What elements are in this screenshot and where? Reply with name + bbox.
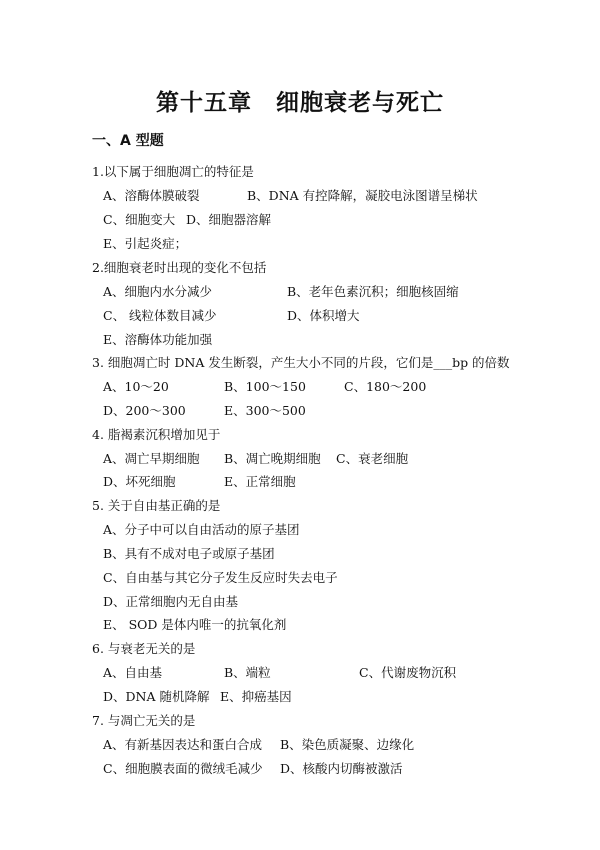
option: A、分子中可以自由活动的原子基团	[103, 522, 300, 537]
option: B、端粒	[224, 665, 271, 680]
option: E、 SOD 是体内唯一的抗氧化剂	[103, 617, 287, 632]
section-heading: 一、A 型题	[92, 133, 164, 149]
option: B、老年色素沉积；细胞核固缩	[287, 284, 459, 299]
option: D、DNA 随机降解	[103, 689, 210, 704]
question-stem: 3. 细胞凋亡时 DNA 发生断裂，产生大小不同的片段，它们是___bp 的倍数	[92, 355, 510, 370]
option: D、体积增大	[287, 308, 360, 323]
option: D、200～300	[103, 403, 186, 418]
option: B、凋亡晚期细胞	[224, 451, 321, 466]
option: D、细胞器溶解	[186, 212, 272, 227]
option: A、10～20	[103, 379, 169, 394]
option: A、细胞内水分减少	[103, 284, 213, 299]
option: C、180～200	[344, 379, 427, 394]
option: C、代谢废物沉积	[359, 665, 457, 680]
option: C、细胞变大	[103, 212, 176, 227]
question-stem: 2.细胞衰老时出现的变化不包括	[92, 260, 267, 275]
option: D、坏死细胞	[103, 474, 176, 489]
question-stem: 1.以下属于细胞凋亡的特征是	[92, 164, 254, 179]
question-stem: 7. 与凋亡无关的是	[92, 713, 196, 728]
question-stem: 6. 与衰老无关的是	[92, 641, 196, 656]
option: B、DNA 有控降解，凝胶电泳图谱呈梯状	[247, 188, 478, 203]
option: C、 线粒体数目减少	[103, 308, 217, 323]
option: A、自由基	[103, 665, 163, 680]
option: A、有新基因表达和蛋白合成	[103, 737, 263, 752]
option: E、溶酶体功能加强	[103, 332, 213, 347]
option: B、100～150	[224, 379, 306, 394]
question-stem: 5. 关于自由基正确的是	[92, 498, 221, 513]
option: C、衰老细胞	[336, 451, 409, 466]
option: E、正常细胞	[224, 474, 296, 489]
option: B、具有不成对电子或原子基团	[103, 546, 275, 561]
question-stem: 4. 脂褐素沉积增加见于	[92, 427, 221, 442]
option: A、溶酶体膜破裂	[103, 188, 200, 203]
chapter-title: 第十五章 细胞衰老与死亡	[156, 90, 444, 116]
option: A、凋亡早期细胞	[103, 451, 200, 466]
option: D、正常细胞内无自由基	[103, 594, 239, 609]
option: E、引起炎症；	[103, 236, 188, 251]
option: E、抑癌基因	[220, 689, 292, 704]
option: C、自由基与其它分子发生反应时失去电子	[103, 570, 338, 585]
option: B、染色质凝聚、边缘化	[280, 737, 415, 752]
option: C、细胞膜表面的微绒毛减少	[103, 761, 263, 776]
option: D、核酸内切酶被激活	[280, 761, 403, 776]
option: E、300～500	[224, 403, 306, 418]
